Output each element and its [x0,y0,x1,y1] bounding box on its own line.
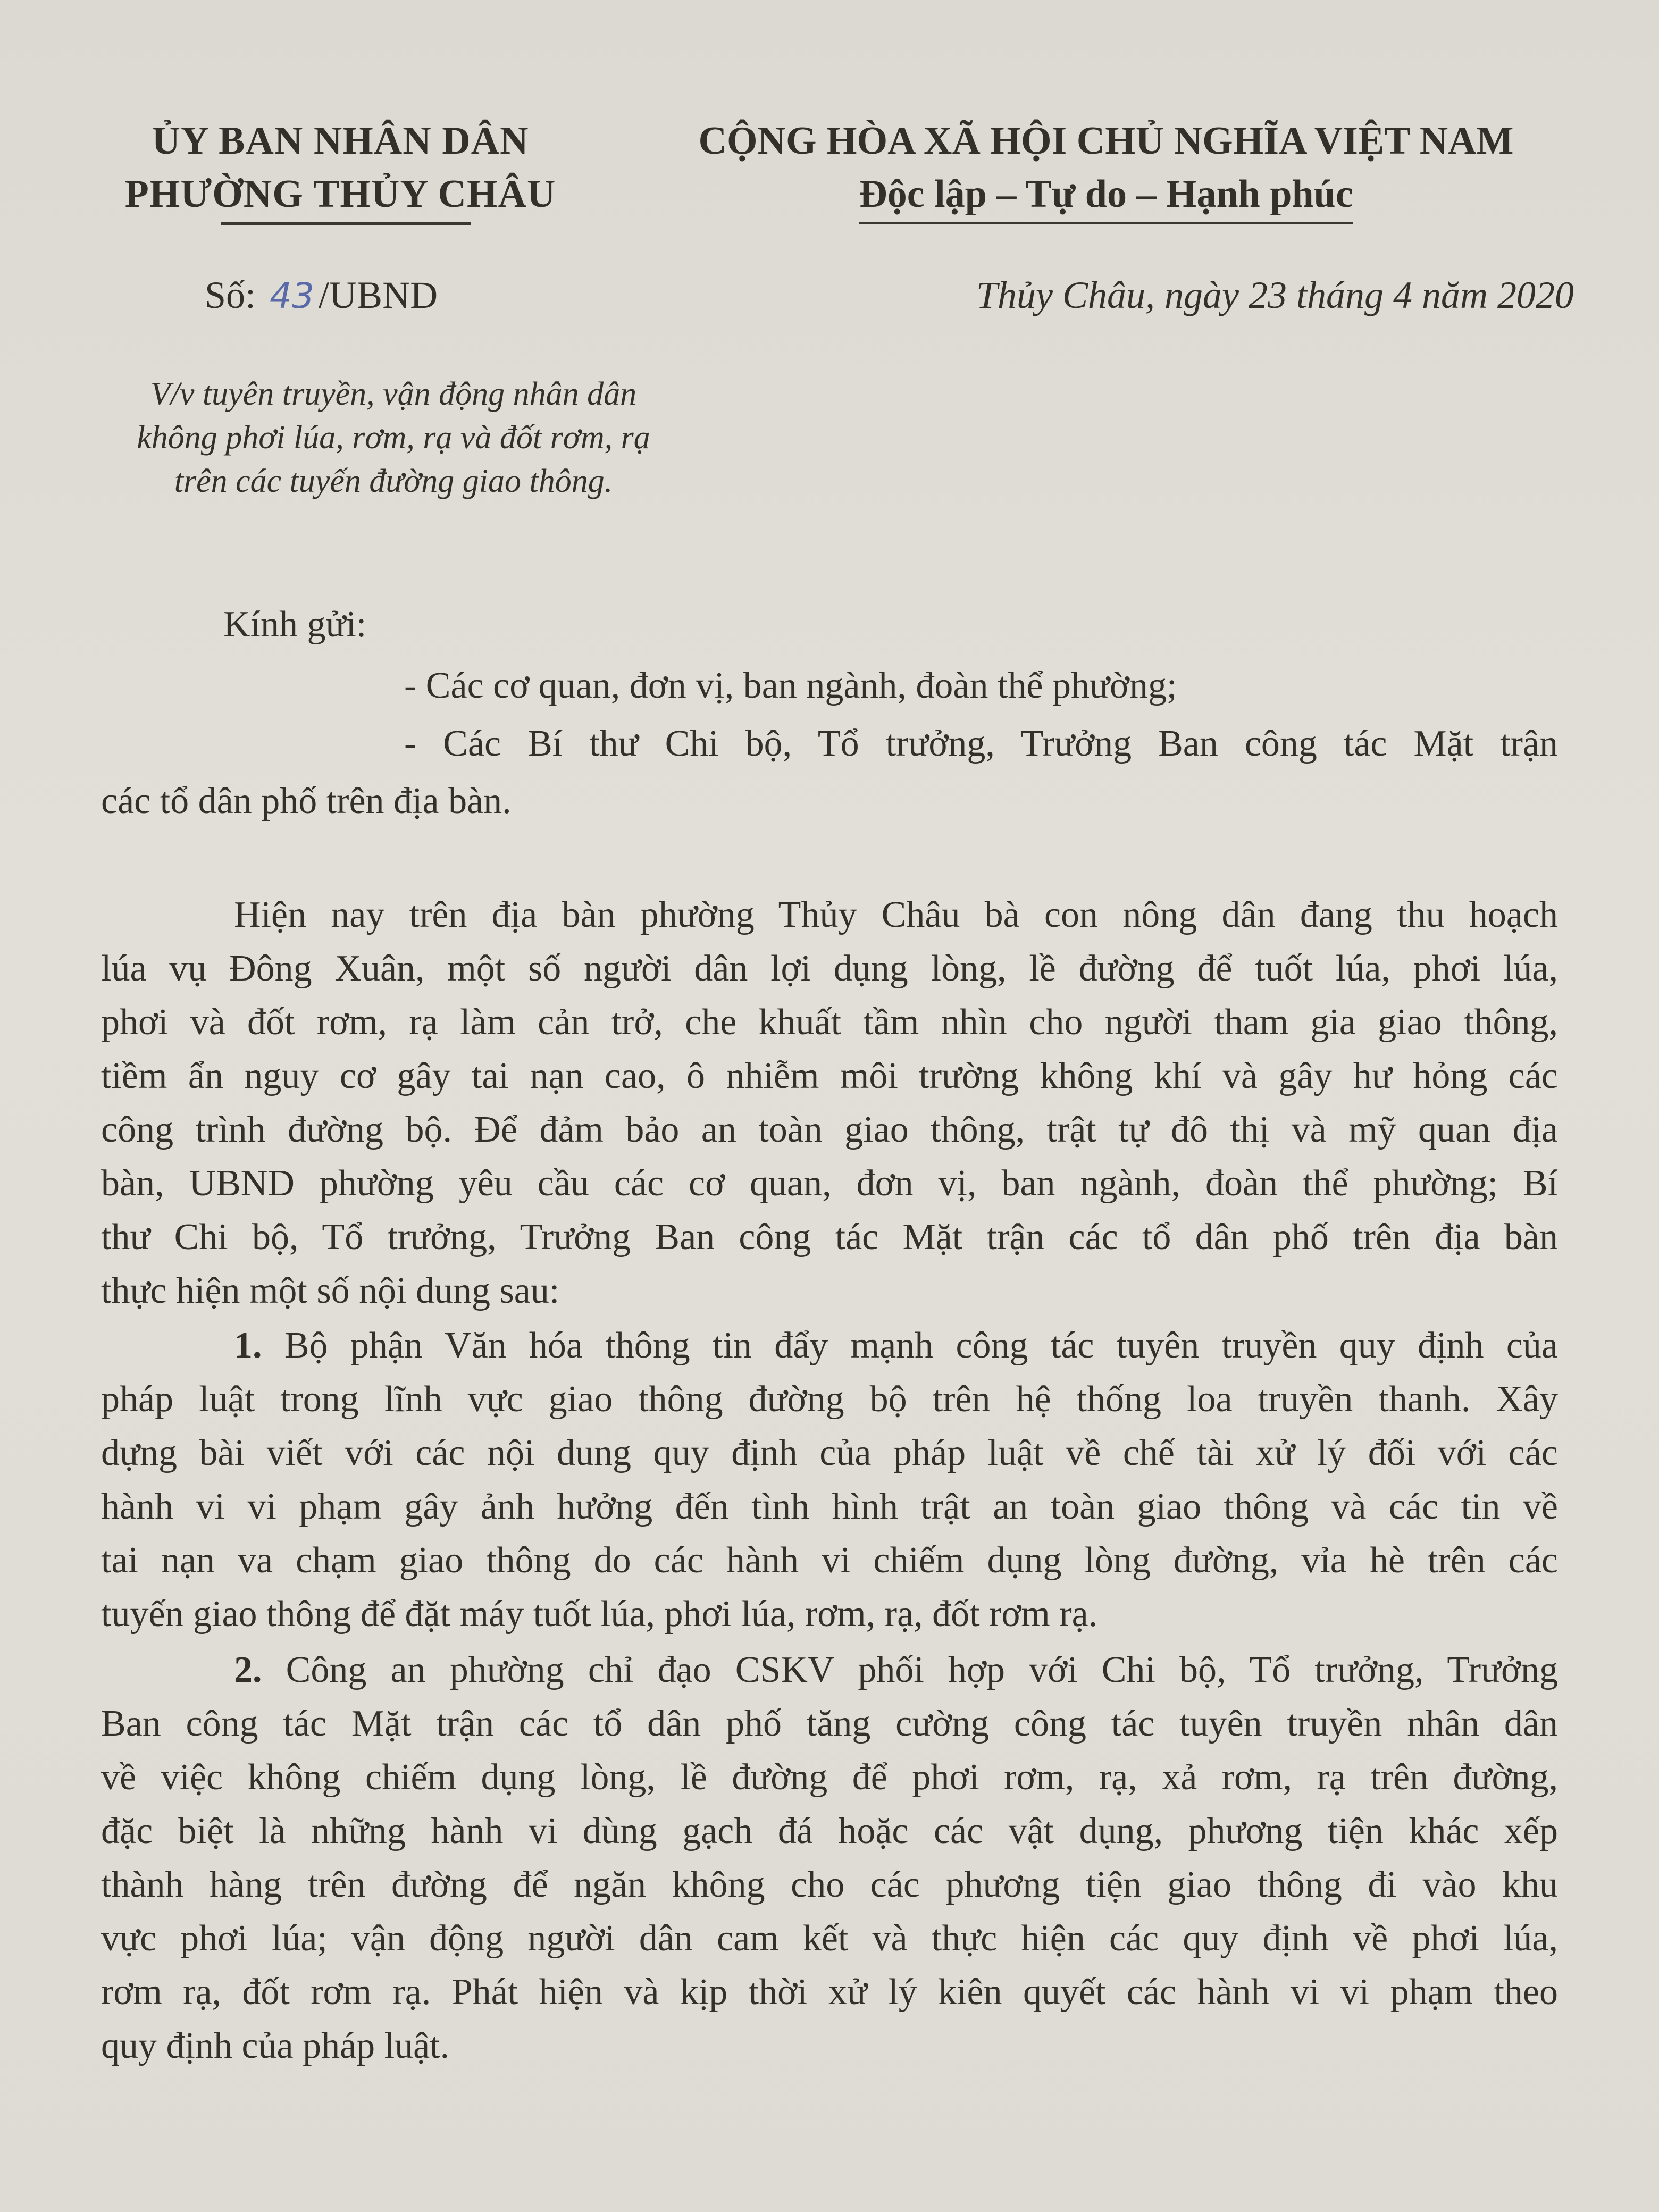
item-2-line: quy định của pháp luật. [101,2025,450,2066]
item-1-number: 1. [234,1325,262,1366]
item-2-number: 2. [234,1649,262,1690]
recipient-item-2 [101,715,1558,830]
item-2-line: vực phơi lúa; vận động người dân cam kết và thực hiện các quy định về phơi lúa, [101,1918,1558,1959]
item-2-line: Công an phường chỉ đạo CSKV phối hợp với Chi bộ, Tổ trưởng, Trưởng [262,1649,1558,1690]
recipient-item-2-line-1: - Các Bí thư Chi bộ, Tổ trưởng, Trưởng Ban công tác Mặt trận [404,723,1558,764]
document-date: Thủy Châu, ngày 23 tháng 4 năm 2020 [976,274,1574,316]
agency-line-2: PHƯỜNG THỦY CHÂU [124,172,556,216]
item-1-line: Bộ phận Văn hóa thông tin đẩy mạnh công tác tuyên truyền quy định của [262,1325,1558,1366]
body-intro [101,888,1558,1318]
item-1-line: pháp luật trong lĩnh vực giao thông đường bộ trên hệ thống loa truyền thanh. Xây [101,1379,1558,1420]
item-2-line: thành hàng trên đường để ngăn không cho các phương tiện giao thông đi vào khu [101,1864,1558,1905]
item-1-line: tai nạn va chạm giao thông do các hành vi chiếm dụng lòng đường, vỉa hè trên các [101,1540,1558,1581]
intro-line: thư Chi bộ, Tổ trưởng, Trưởng Ban công tác Mặt trận các tổ dân phố trên địa bàn [101,1217,1558,1258]
subject-line-2: không phơi lúa, rơm, rạ và đốt rơm, rạ [137,420,650,456]
body-item-1 [101,1319,1558,1641]
recipients-label: Kính gửi: [223,604,367,645]
intro-line: lúa vụ Đông Xuân, một số người dân lợi dụng lòng, lề đường để tuốt lúa, phơi lúa, [101,948,1558,989]
intro-line: công trình đường bộ. Để đảm bảo an toàn giao thông, trật tự đô thị và mỹ quan địa [101,1109,1558,1150]
body-item-2 [101,1643,1558,2073]
nation-motto: Độc lập – Tự do – Hạnh phúc [859,167,1353,224]
agency-underline [221,222,471,225]
item-2-line: rơm rạ, đốt rơm rạ. Phát hiện và kịp thời xử lý kiên quyết các hành vi vi phạm theo [101,1972,1558,2013]
intro-line: phơi và đốt rơm, rạ làm cản trở, che khuất tầm nhìn cho người tham gia giao thông, [101,1002,1558,1043]
document-number [205,269,438,323]
intro-line: thực hiện một số nội dung sau: [101,1270,560,1311]
so-number-handwritten: 43 [270,275,315,316]
agency-header [74,114,606,221]
subject-line-3: trên các tuyến đường giao thông. [174,463,613,499]
item-2-line: Ban công tác Mặt trận các tổ dân phố tăng cường công tác tuyên truyền nhân dân [101,1703,1558,1744]
subject-line-1: V/v tuyên truyền, vận động nhân dân [150,376,637,412]
intro-line: bàn, UBND phường yêu cầu các cơ quan, đơn vị, ban ngành, đoàn thể phường; Bí [101,1163,1558,1204]
item-2-first-line [101,1643,1558,1697]
item-1-first-line [101,1319,1558,1372]
item-1-line: tuyến giao thông để đặt máy tuốt lúa, phơi lúa, rơm, rạ, đốt rơm rạ. [101,1594,1098,1635]
intro-line: Hiện nay trên địa bàn phường Thủy Châu bà con nông dân đang thu hoạch [234,894,1558,935]
recipient-item-2-line-2: các tổ dân phố trên địa bàn. [101,781,512,822]
document-subject [85,372,702,503]
so-suffix: /UBND [319,274,438,316]
item-1-line: hành vi vi phạm gây ảnh hưởng đến tình hình trật an toàn giao thông và các tin về [101,1486,1558,1527]
item-1-line: dựng bài viết với các nội dung quy định của pháp luật về chế tài xử lý đối với các [101,1432,1558,1473]
item-2-line: về việc không chiếm dụng lòng, lề đường để phơi rơm, rạ, xả rơm, rạ trên đường, [101,1757,1558,1798]
agency-line-1: ỦY BAN NHÂN DÂN [152,119,529,163]
recipient-item-1: - Các cơ quan, đơn vị, ban ngành, đoàn thể phường; [404,665,1177,706]
nation-header [633,114,1579,224]
so-label: Số: [205,274,256,316]
item-2-line: đặc biệt là những hành vi dùng gạch đá hoặc các vật dụng, phương tiện khác xếp [101,1811,1558,1851]
intro-line: tiềm ẩn nguy cơ gây tai nạn cao, ô nhiễm môi trường không khí và gây hư hỏng các [101,1055,1558,1096]
nation-line-1: CỘNG HÒA XÃ HỘI CHỦ NGHĨA VIỆT NAM [698,119,1514,163]
